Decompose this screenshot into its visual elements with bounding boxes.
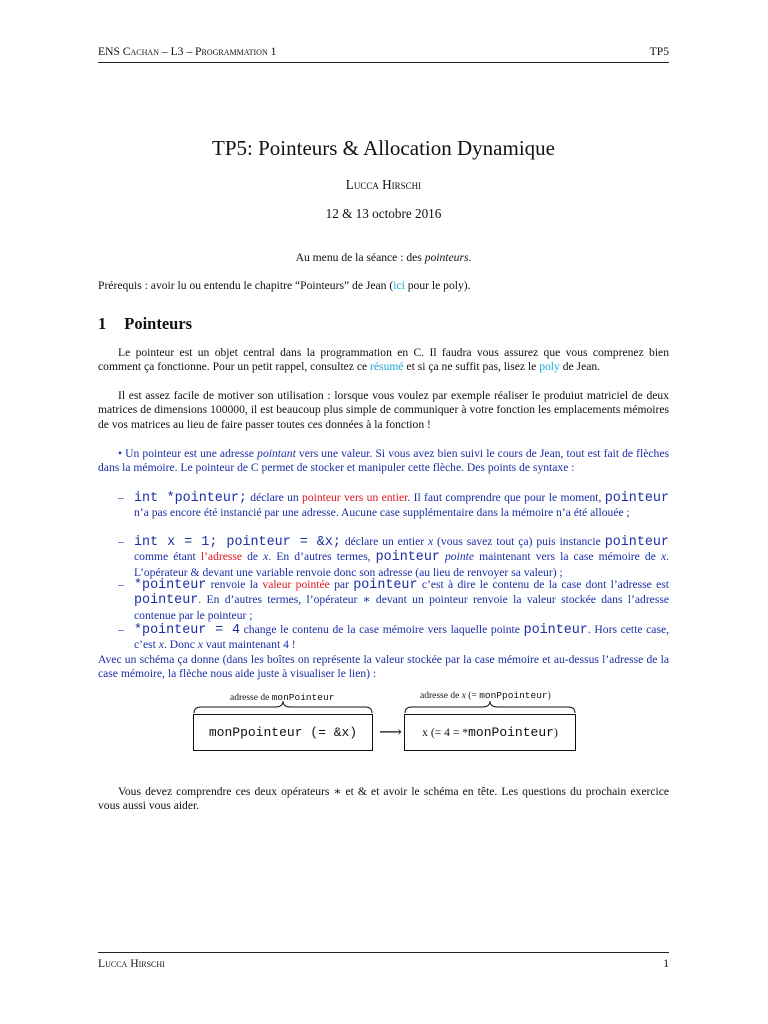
menu-line: Au menu de la séance : des pointeurs. bbox=[295, 251, 472, 264]
diagram-label-left: adresse de monPointeur bbox=[230, 692, 335, 703]
memory-box-value: x (= 4 = *monPointeur) bbox=[404, 714, 576, 751]
link-ici[interactable]: ici bbox=[393, 279, 405, 292]
running-header-right: TP5 bbox=[649, 45, 669, 58]
paragraph-motivation: Il est assez facile de motiver son utilisation : lorsque vous voulez par exemple réaliser le produiut matriciel de deux matrices de dimensions 100000, il est beaucoup plus simple de communiquer à votre fonction les emplacements mémoires de vos matrices au lieu de faire passer toutes ces données à la fonction ! bbox=[98, 389, 669, 431]
brace-right bbox=[404, 700, 576, 714]
list-item: – *pointeur renvoie la valeur pointée par pointeur c’est à dire le contenu de la case dont l’adresse est pointeur. En d’autres termes, l’opérateur ∗ devant un pointeur renvoie la valeur stockée dans l’adresse contenue par le pointeur ; bbox=[118, 578, 669, 622]
date: 12 & 13 octobre 2016 bbox=[325, 206, 442, 221]
list-item: – int *pointeur; déclare un pointeur vers un entier. Il faut comprendre que pour le moment, pointeur n’a pas encore été instancié par une adresse. Aucune case supplémentaire dans la mémoire n’a été allouée ; bbox=[118, 491, 669, 520]
page-title: TP5: Pointeurs & Allocation Dynamique bbox=[212, 136, 555, 160]
section-heading: 1 Pointeurs bbox=[98, 314, 193, 333]
brace-left bbox=[193, 700, 373, 714]
link-resume[interactable]: résumé bbox=[370, 360, 404, 374]
footer-author: Lucca Hirschi bbox=[98, 957, 165, 970]
paragraph-intro: Le pointeur est un objet central dans la programmation en C. Il faudra vous assurez que vous comprenez bien comment ça fonctionne. Pour un petit rappel, consultez ce résumé et si ça ne suffit pas, lisez le poly de Jean. bbox=[98, 346, 669, 374]
diagram-label-right: adresse de x (= monPpointeur) bbox=[420, 690, 551, 701]
prerequisites: Prérequis : avoir lu ou entendu le chapitre “Pointeurs” de Jean (ici pour le poly). bbox=[98, 279, 471, 292]
paragraph-closing: Vous devez comprendre ces deux opérateurs ∗ et & et avoir le schéma en tête. Les questions du prochain exercice vous aussi vous aider. bbox=[98, 785, 669, 813]
memory-box-pointer: monPpointeur (= &x) bbox=[193, 714, 373, 751]
running-header-left: ENS Cachan – L3 – Programmation 1 bbox=[98, 45, 277, 58]
footer-rule bbox=[98, 952, 669, 953]
schema-intro: Avec un schéma ça donne (dans les boîtes on représente la valeur stockée par la case mémoire et au-dessus l’adresse de la case mémoire, la flèche nous aide juste à visualiser le lien) : bbox=[98, 653, 669, 681]
arrow-icon: ⟶ bbox=[379, 724, 402, 741]
page-number: 1 bbox=[663, 957, 669, 970]
bullet-pointer-definition: • Un pointeur est une adresse pointant vers une valeur. Si vous avez bien suivi le cours de Jean, tout est fait de flèches dans la mémoire. Le pointeur de C permet de stocker et manipuler cette flèche. Des points de syntaxe : bbox=[98, 447, 669, 475]
link-poly[interactable]: poly bbox=[539, 360, 560, 374]
list-item: – int x = 1; pointeur = &x; déclare un entier x (vous savez tout ça) puis instancie pointeur comme étant l’adresse de x. En d’autres termes, pointeur pointe maintenant vers la case mémoire de x. L’opérateur & devant une variable renvoie donc son adresse (au lieu de renvoyer sa valeur) ; bbox=[118, 535, 669, 579]
list-item: – *pointeur = 4 change le contenu de la case mémoire vers laquelle pointe pointeur. Hors cette case, c’est x. Donc x vaut maintenant 4 ! bbox=[118, 623, 669, 652]
author: Lucca Hirschi bbox=[345, 177, 422, 192]
header-rule bbox=[98, 62, 669, 63]
